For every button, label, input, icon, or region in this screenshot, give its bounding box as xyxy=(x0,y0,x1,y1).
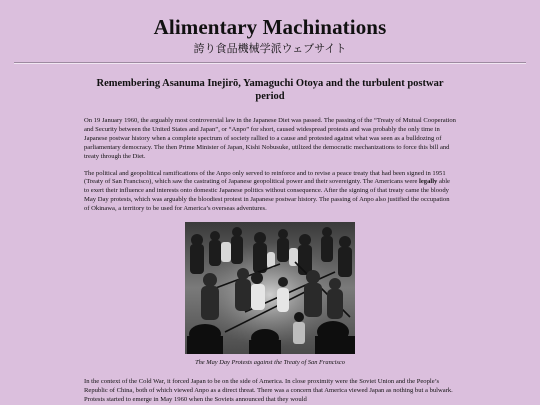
header-divider xyxy=(14,62,526,64)
article-title: Remembering Asanuma Inejirō, Yamaguchi Otoya and the turbulent postwar period xyxy=(96,78,444,102)
paragraph-2-text-a: The political and geopolitical ramifications of the Anpo only served to reinforce and to revise a peace treaty that had been signed in 1951 (Treaty of San Francisco), which saw the castrating of Japanese geopolitical power and their sovereignty. The Americans were xyxy=(84,169,446,186)
site-header xyxy=(0,0,540,56)
article-paragraph-3: In the context of the Cold War, it forced Japan to be on the side of America. In close proximity were the Soviet Union and the People’s Republic of China, both of which viewed Anpo as a direct threat. There was a concern that America viewed Japan as nothing but a bulwark. Protests started to emerge in May 1960 when the Soviets announced that they would xyxy=(84,378,453,403)
article xyxy=(0,77,540,405)
paragraph-2-emphasis: legally xyxy=(419,178,438,186)
figure xyxy=(84,222,456,367)
article-paragraph-2 xyxy=(84,170,456,215)
paragraph-2-text-b: able to exert their influence and interests onto domestic Japanese politics without consequence. After the signing of that treaty came the bloody May Day protests, which was arguably the bloodiest protest in Japanese postwar history. The passing of Anpo also justified the occupation of Okinawa, a territory to be used for America’s overseas adventures. xyxy=(84,178,450,213)
site-subtitle: 誇り食品機械学派ウェブサイト xyxy=(193,42,347,55)
article-paragraph-1: On 19 January 1960, the arguably most controversial law in the Japanese Diet was passed. The passing of the “Treaty of Mutual Cooperation and Security between the United States and Japan”, or “Anpo” for short, caused widespread protests and was probably the only time in Japanese postwar history when a complete spectrum of society rallied to a cause and protested against what was seen as a bulldozing of parliamentary democracy. The then Prime Minister of Japan, Kishi Nobusuke, utilized the democratic mechanizations to force this bill and treaty through the Diet. xyxy=(84,117,456,160)
figure-caption: The May Day Protests against the Treaty of San Francisco xyxy=(195,359,345,367)
site-title[interactable]: Alimentary Machinations xyxy=(153,15,387,39)
may-day-protest-photo xyxy=(185,222,355,354)
